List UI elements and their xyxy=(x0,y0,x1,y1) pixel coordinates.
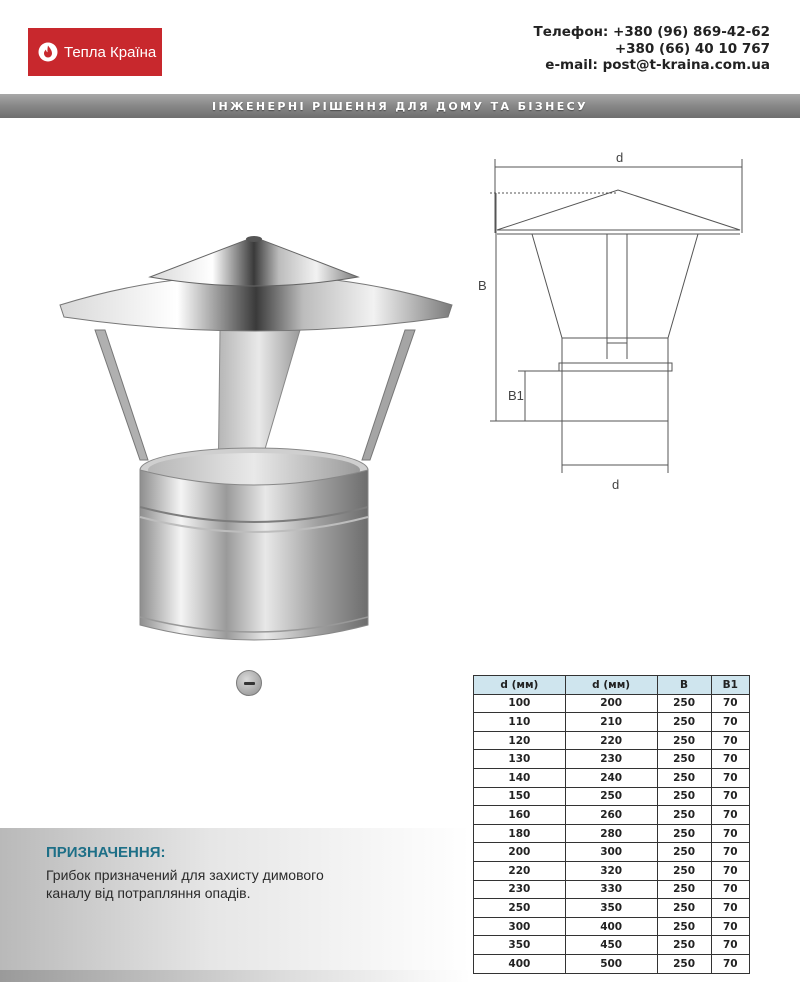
table-row xyxy=(474,694,750,713)
table-cell: 450 xyxy=(565,936,657,955)
table-cell: 250 xyxy=(657,806,711,825)
table-cell: 220 xyxy=(474,861,566,880)
table-row xyxy=(474,713,750,732)
table-cell: 250 xyxy=(657,824,711,843)
table-cell: 300 xyxy=(474,917,566,936)
table-row xyxy=(474,954,750,973)
table-cell: 250 xyxy=(657,880,711,899)
table-cell: 70 xyxy=(711,806,749,825)
table-cell: 350 xyxy=(474,936,566,955)
table-cell: 150 xyxy=(474,787,566,806)
column-header: B xyxy=(657,676,711,695)
table-cell: 250 xyxy=(657,787,711,806)
table-cell: 180 xyxy=(474,824,566,843)
table-cell: 70 xyxy=(711,954,749,973)
email-link[interactable]: e-mail: post@t-kraina.com.ua xyxy=(545,57,770,73)
purpose-title: ПРИЗНАЧЕННЯ: xyxy=(46,844,166,861)
table-cell: 70 xyxy=(711,750,749,769)
table-header-row xyxy=(474,676,750,695)
table-cell: 250 xyxy=(657,768,711,787)
technical-drawing xyxy=(470,145,770,495)
dim-label-b1: B1 xyxy=(508,388,524,403)
table-cell: 200 xyxy=(474,843,566,862)
table-cell: 250 xyxy=(657,936,711,955)
table-cell: 130 xyxy=(474,750,566,769)
table-cell: 250 xyxy=(474,899,566,918)
column-header: d (мм) xyxy=(474,676,566,695)
table-cell: 140 xyxy=(474,768,566,787)
dimensions-table xyxy=(473,675,750,974)
table-cell: 110 xyxy=(474,713,566,732)
table-cell: 260 xyxy=(565,806,657,825)
table-row xyxy=(474,768,750,787)
company-logo xyxy=(28,28,162,76)
phone-1: Телефон: +380 (96) 869-42-62 xyxy=(533,24,770,40)
table-row xyxy=(474,824,750,843)
table-row xyxy=(474,750,750,769)
contact-info xyxy=(534,24,770,74)
dim-label-d-top: d xyxy=(616,150,624,165)
table-cell: 70 xyxy=(711,731,749,750)
column-header: d (мм) xyxy=(565,676,657,695)
table-cell: 250 xyxy=(565,787,657,806)
table-cell: 70 xyxy=(711,936,749,955)
zoom-out-button[interactable] xyxy=(236,670,262,696)
purpose-text: Грибок призначений для захисту димового каналу від потрапляння опадів. xyxy=(46,867,324,901)
table-row xyxy=(474,843,750,862)
table-cell: 160 xyxy=(474,806,566,825)
table-row xyxy=(474,806,750,825)
table-cell: 70 xyxy=(711,861,749,880)
table-cell: 250 xyxy=(657,843,711,862)
table-row xyxy=(474,880,750,899)
table-cell: 400 xyxy=(474,954,566,973)
table-cell: 70 xyxy=(711,768,749,787)
table-cell: 250 xyxy=(657,694,711,713)
table-row xyxy=(474,731,750,750)
table-cell: 250 xyxy=(657,954,711,973)
footer-bar xyxy=(0,970,470,982)
table-cell: 300 xyxy=(565,843,657,862)
table-cell: 250 xyxy=(657,750,711,769)
phone-2: +380 (66) 40 10 767 xyxy=(614,40,770,57)
table-row xyxy=(474,936,750,955)
table-cell: 230 xyxy=(474,880,566,899)
table-cell: 250 xyxy=(657,713,711,732)
minus-icon xyxy=(244,682,255,685)
table-cell: 240 xyxy=(565,768,657,787)
table-cell: 70 xyxy=(711,713,749,732)
table-cell: 320 xyxy=(565,861,657,880)
table-cell: 70 xyxy=(711,694,749,713)
slogan-banner xyxy=(0,94,800,118)
table-cell: 70 xyxy=(711,899,749,918)
table-cell: 70 xyxy=(711,880,749,899)
table-cell: 250 xyxy=(657,861,711,880)
table-cell: 400 xyxy=(565,917,657,936)
table-cell: 70 xyxy=(711,787,749,806)
table-cell: 70 xyxy=(711,824,749,843)
table-cell: 120 xyxy=(474,731,566,750)
table-cell: 250 xyxy=(657,731,711,750)
table-body xyxy=(474,694,750,973)
table-cell: 250 xyxy=(657,899,711,918)
logo-text: Тепла Країна xyxy=(64,43,157,61)
table-cell: 330 xyxy=(565,880,657,899)
table-cell: 100 xyxy=(474,694,566,713)
table-cell: 210 xyxy=(565,713,657,732)
dim-label-b: B xyxy=(478,278,487,293)
slogan-text: ІНЖЕНЕРНІ РІШЕННЯ ДЛЯ ДОМУ ТА БІЗНЕСУ xyxy=(211,99,588,113)
table-cell: 500 xyxy=(565,954,657,973)
product-photo xyxy=(40,225,470,655)
table-cell: 220 xyxy=(565,731,657,750)
table-cell: 350 xyxy=(565,899,657,918)
table-cell: 70 xyxy=(711,917,749,936)
table-row xyxy=(474,787,750,806)
table-row xyxy=(474,899,750,918)
table-cell: 250 xyxy=(657,917,711,936)
table-row xyxy=(474,917,750,936)
column-header: B1 xyxy=(711,676,749,695)
table-cell: 200 xyxy=(565,694,657,713)
dim-label-d-bottom: d xyxy=(612,477,620,492)
table-cell: 280 xyxy=(565,824,657,843)
table-cell: 230 xyxy=(565,750,657,769)
table-cell: 70 xyxy=(711,843,749,862)
table-row xyxy=(474,861,750,880)
flame-icon xyxy=(38,42,58,62)
